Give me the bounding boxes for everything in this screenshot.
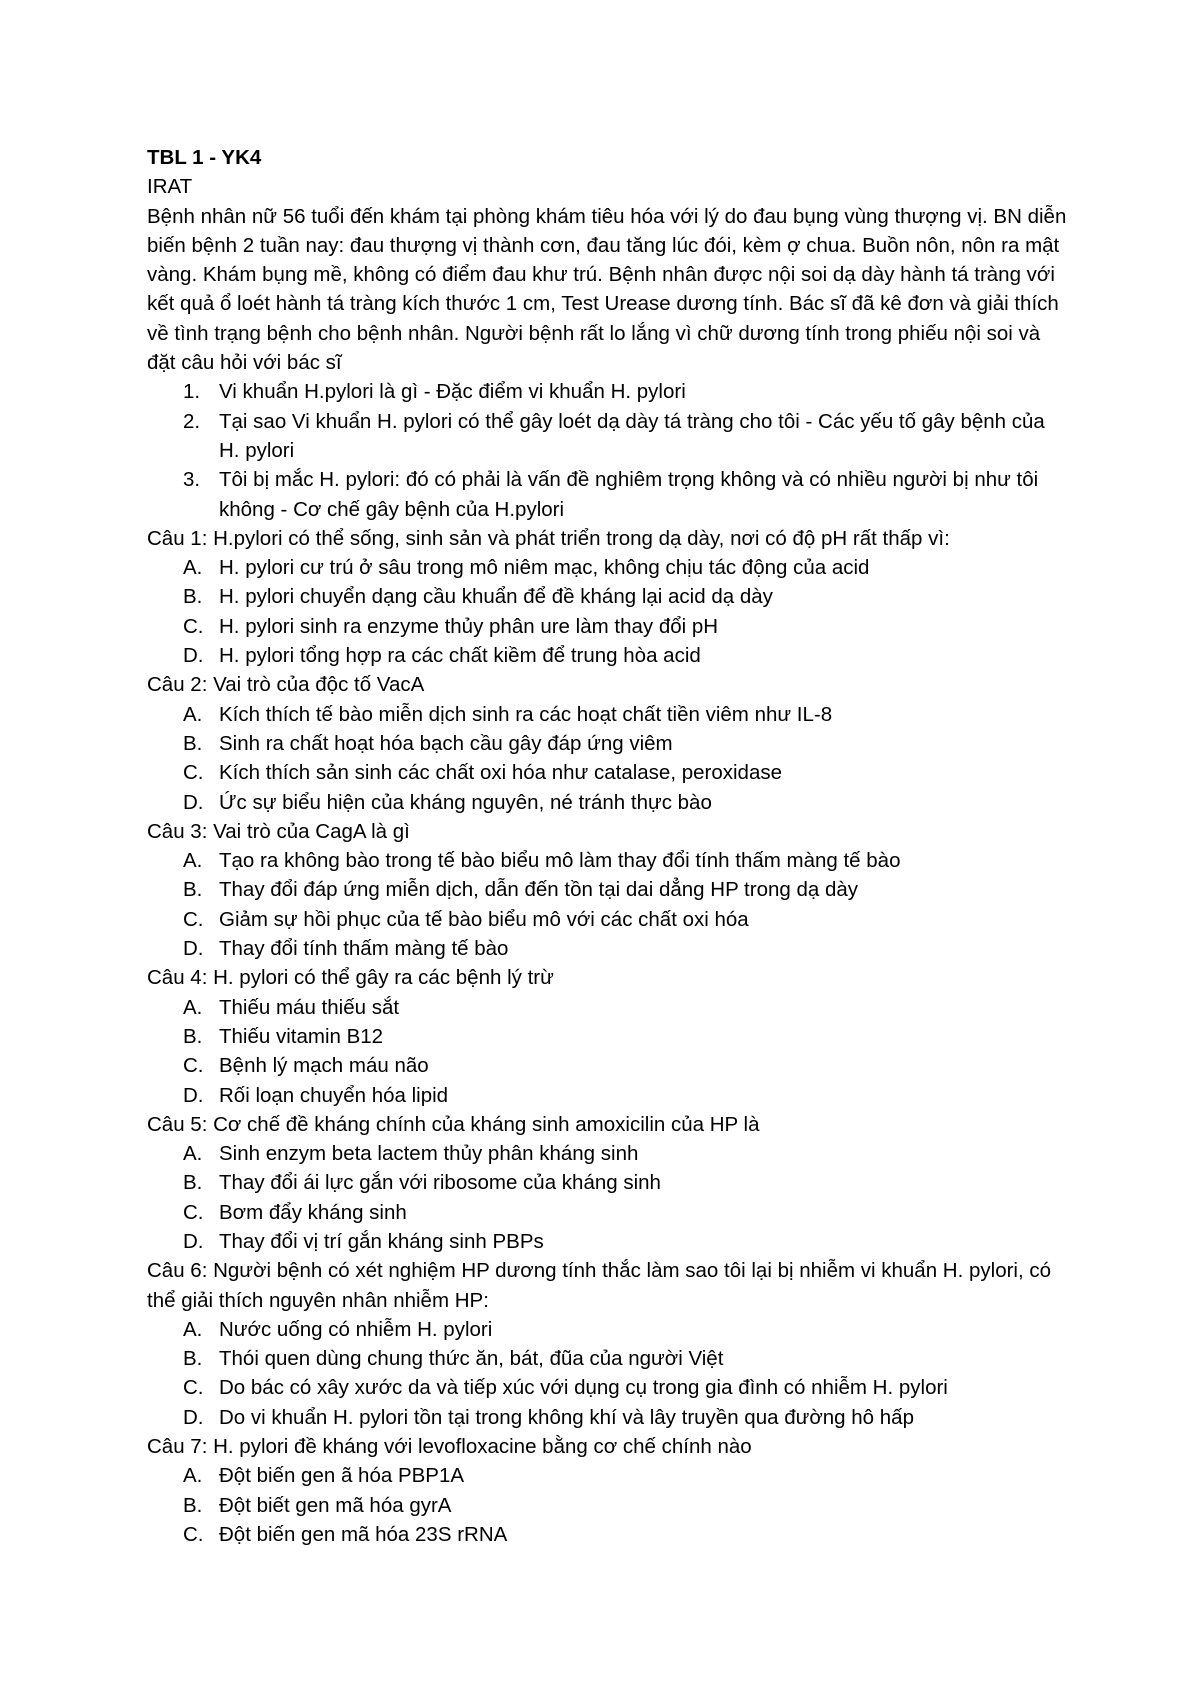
list-item [147, 377, 1067, 406]
list-item-text: Vi khuẩn H.pylori là gì - Đặc điểm vi khuẩn H. pylori [219, 380, 686, 404]
document-title: TBL 1 - YK4 [147, 146, 262, 169]
answer-option [147, 1403, 1067, 1432]
question-1 [147, 524, 1067, 670]
answer-option [147, 729, 1067, 758]
option-letter: D. [183, 1229, 204, 1253]
answer-options [147, 700, 1067, 817]
option-text: Đột biến gen ã hóa PBP1A [219, 1464, 465, 1488]
answer-option [147, 788, 1067, 817]
answer-option [147, 1051, 1067, 1080]
option-letter: A. [183, 1464, 203, 1488]
question-3 [147, 817, 1067, 963]
question-7 [147, 1432, 1067, 1549]
answer-option [147, 1081, 1067, 1110]
answer-option [147, 1198, 1067, 1227]
option-letter: D. [183, 1405, 204, 1429]
option-letter: A. [183, 1317, 203, 1341]
answer-options [147, 1461, 1067, 1549]
question-6 [147, 1256, 1067, 1432]
question-stem: Câu 1: H.pylori có thể sống, sinh sản và phát triển trong dạ dày, nơi có độ pH rất thấp vì: [147, 526, 950, 550]
option-letter: A. [183, 702, 203, 726]
question-stem: Câu 3: Vai trò của CagA là gì [147, 819, 410, 843]
list-item-text: Tại sao Vi khuẩn H. pylori có thể gây loét dạ dày tá tràng cho tôi - Các yếu tố gây bệnh của H. pylori [219, 409, 1045, 462]
option-letter: C. [183, 1054, 204, 1078]
option-text: Do vi khuẩn H. pylori tồn tại trong không khí và lây truyền qua đường hô hấp [219, 1405, 914, 1429]
option-text: Thay đổi tính thấm màng tế bào [219, 937, 509, 961]
option-text: Đột biết gen mã hóa gyrA [219, 1493, 452, 1517]
option-text: Tạo ra không bào trong tế bào biểu mô làm thay đổi tính thấm màng tế bào [219, 849, 901, 873]
answer-option [147, 1461, 1067, 1490]
option-letter: B. [183, 585, 203, 609]
option-letter: D. [183, 1083, 204, 1107]
option-text: Do bác có xây xước da và tiếp xúc với dụng cụ trong gia đình có nhiễm H. pylori [219, 1376, 948, 1400]
answer-option [147, 612, 1067, 641]
option-letter: D. [183, 644, 204, 668]
option-letter: C. [183, 1522, 204, 1546]
option-letter: A. [183, 995, 203, 1019]
question-stem: Câu 7: H. pylori đề kháng với levofloxacine bằng cơ chế chính nào [147, 1435, 752, 1459]
option-text: H. pylori tổng hợp ra các chất kiềm để trung hòa acid [219, 644, 701, 668]
option-letter: C. [183, 761, 204, 785]
answer-option [147, 553, 1067, 582]
option-letter: D. [183, 937, 204, 961]
option-letter: B. [183, 878, 203, 902]
option-letter: B. [183, 1171, 203, 1195]
option-text: Bệnh lý mạch máu não [219, 1054, 429, 1078]
option-text: Thay đổi vị trí gắn kháng sinh PBPs [219, 1229, 544, 1253]
answer-option [147, 846, 1067, 875]
option-letter: B. [183, 731, 203, 755]
option-text: Sinh ra chất hoạt hóa bạch cầu gây đáp ứng viêm [219, 731, 673, 755]
option-letter: C. [183, 907, 204, 931]
case-description: Bệnh nhân nữ 56 tuổi đến khám tại phòng khám tiêu hóa với lý do đau bụng vùng thượng vị. BN diễn biến bệnh 2 tuần nay: đau thượng vị thành cơn, đau tăng lúc đói, kèm ợ chua. Buồn nôn, nôn ra mật vàng. Khám bụng mề, không có điểm đau khư trú. Bệnh nhân được nội soi dạ dày hành tá tràng với kết quả ổ loét hành tá tràng kích thước 1 cm, Test Urease dương tính. Bác sĩ đã kê đơn và giải thích về tình trạng bệnh cho bệnh nhân. Người bệnh rất lo lắng vì chữ dương tính trong phiếu nội soi và đặt câu hỏi với bác sĩ [147, 204, 1067, 375]
answer-option [147, 1344, 1067, 1373]
section-heading: IRAT [147, 175, 193, 199]
option-text: Kích thích sản sinh các chất oxi hóa như catalase, peroxidase [219, 761, 782, 785]
option-letter: B. [183, 1347, 203, 1371]
answer-options [147, 1139, 1067, 1256]
list-item-text: Tôi bị mắc H. pylori: đó có phải là vấn đề nghiêm trọng không và có nhiều người bị như tôi không - Cơ chế gây bệnh của H.pylori [219, 468, 1039, 521]
option-text: Sinh enzym beta lactem thủy phân kháng sinh [219, 1142, 639, 1166]
question-5 [147, 1110, 1067, 1256]
question-4 [147, 963, 1067, 1109]
answer-option [147, 1491, 1067, 1520]
answer-option [147, 1315, 1067, 1344]
answer-option [147, 758, 1067, 787]
option-text: Thiếu vitamin B12 [219, 1024, 384, 1048]
answer-option [147, 934, 1067, 963]
list-number: 1. [183, 380, 201, 404]
option-letter: A. [183, 1142, 203, 1166]
option-text: Thay đổi đáp ứng miễn dịch, dẫn đến tồn tại dai dẳng HP trong dạ dày [219, 878, 859, 902]
document-page [147, 143, 1067, 1549]
option-text: Bơm đẩy kháng sinh [219, 1200, 407, 1224]
option-text: Đột biến gen mã hóa 23S rRNA [219, 1522, 508, 1546]
option-letter: B. [183, 1493, 203, 1517]
answer-option [147, 905, 1067, 934]
option-letter: B. [183, 1024, 203, 1048]
option-text: Kích thích tế bào miễn dịch sinh ra các hoạt chất tiền viêm như IL-8 [219, 702, 833, 726]
option-letter: C. [183, 614, 204, 638]
answer-option [147, 993, 1067, 1022]
option-text: Thay đổi ái lực gắn với ribosome của kháng sinh [219, 1171, 661, 1195]
answer-options [147, 993, 1067, 1110]
answer-option [147, 1227, 1067, 1256]
list-number: 3. [183, 468, 201, 492]
answer-option [147, 1139, 1067, 1168]
list-number: 2. [183, 409, 201, 433]
option-letter: D. [183, 790, 204, 814]
question-stem: Câu 5: Cơ chế đề kháng chính của kháng sinh amoxicilin của HP là [147, 1112, 760, 1136]
option-text: H. pylori cư trú ở sâu trong mô niêm mạc, không chịu tác động của acid [219, 556, 870, 580]
answer-option [147, 875, 1067, 904]
question-stem: Câu 6: Người bệnh có xét nghiệm HP dương tính thắc làm sao tôi lại bị nhiễm vi khuẩn H. pylori, có thể giải thích nguyên nhân nhiễm HP: [147, 1259, 1052, 1312]
answer-option [147, 700, 1067, 729]
option-text: Rối loạn chuyển hóa lipid [219, 1083, 449, 1107]
option-text: Thiếu máu thiếu sắt [219, 995, 400, 1019]
option-text: H. pylori chuyển dạng cầu khuẩn để đề kháng lại acid dạ dày [219, 585, 773, 609]
patient-questions-list [147, 377, 1067, 523]
answer-options [147, 1315, 1067, 1432]
list-item [147, 465, 1067, 524]
answer-option [147, 1373, 1067, 1402]
option-text: Giảm sự hồi phục của tế bào biểu mô với các chất oxi hóa [219, 907, 749, 931]
option-letter: A. [183, 556, 203, 580]
question-stem: Câu 2: Vai trò của độc tố VacA [147, 673, 425, 697]
question-stem: Câu 4: H. pylori có thể gây ra các bệnh lý trừ [147, 966, 554, 990]
answer-option [147, 1520, 1067, 1549]
option-text: H. pylori sinh ra enzyme thủy phân ure làm thay đổi pH [219, 614, 719, 638]
option-text: Thói quen dùng chung thức ăn, bát, đũa của người Việt [219, 1347, 724, 1371]
answer-option [147, 641, 1067, 670]
option-text: Nước uống có nhiễm H. pylori [219, 1317, 493, 1341]
option-letter: C. [183, 1200, 204, 1224]
option-letter: C. [183, 1376, 204, 1400]
answer-option [147, 1168, 1067, 1197]
answer-option [147, 582, 1067, 611]
question-2 [147, 670, 1067, 816]
answer-options [147, 553, 1067, 670]
list-item [147, 407, 1067, 466]
answer-options [147, 846, 1067, 963]
answer-option [147, 1022, 1067, 1051]
option-text: Ức sự biểu hiện của kháng nguyên, né tránh thực bào [219, 790, 712, 814]
option-letter: A. [183, 849, 203, 873]
